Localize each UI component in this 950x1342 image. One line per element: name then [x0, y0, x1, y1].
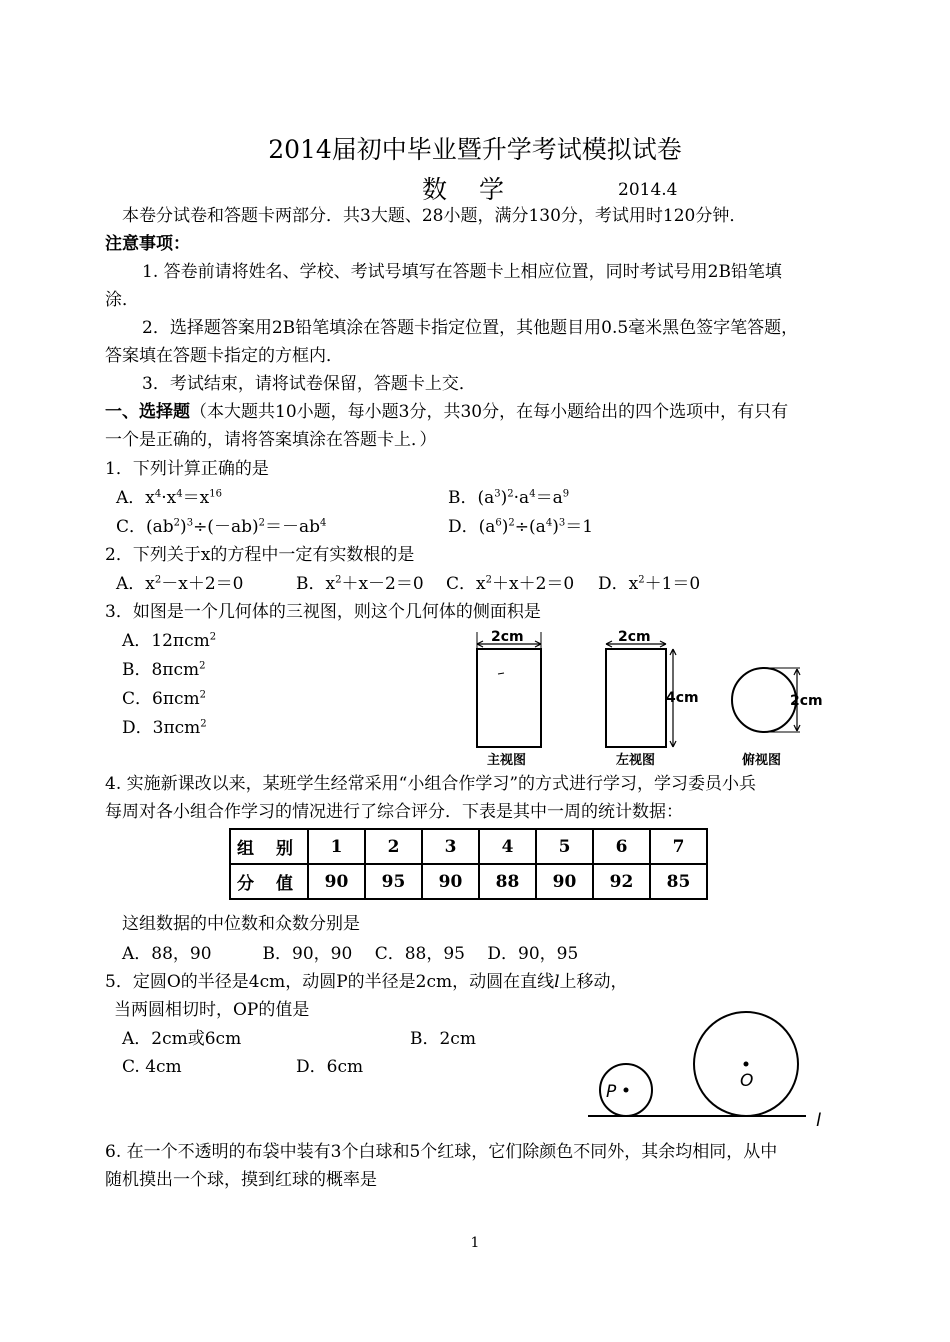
q5-option-d: D．6cm	[296, 1057, 364, 1077]
table-header-group: 组 别	[230, 829, 308, 864]
label-l: l	[816, 1110, 822, 1131]
notice-1-line-1: 1. 答卷前请将姓名、学校、考试号填写在答题卡上相应位置，同时考试号用2B铅笔填	[142, 262, 782, 282]
table-cell: 2	[365, 829, 422, 864]
exam-title: 2014届初中毕业暨升学考试模拟试卷	[268, 135, 682, 164]
top-diameter-label: 2cm	[790, 693, 823, 709]
notice-2-line-2: 答案填在答题卡指定的方框内．	[105, 346, 343, 366]
table-cell: 90	[422, 864, 479, 899]
circle-o-center	[744, 1062, 749, 1067]
q6-stem-line-2: 随机摸出一个球，摸到红球的概率是	[105, 1170, 377, 1190]
section-1-heading: 一、选择题	[105, 402, 190, 422]
q3-option-c: C．6πcm$^2$	[122, 689, 207, 709]
circles-figure	[580, 1010, 840, 1132]
q4-options: A．88，90 B．90，90 C．88，95 D．90，95	[122, 944, 579, 964]
exam-date: 2014.4	[618, 180, 678, 200]
q1-option-b: B．$(a^3)^2\cdot a^4=a^9$	[448, 488, 570, 508]
table-header-score: 分 值	[230, 864, 308, 899]
q3-option-d: D．3πcm$^2$	[122, 718, 207, 738]
notice-3: 3．考试结束，请将试卷保留，答题卡上交．	[142, 374, 476, 394]
table-cell: 4	[479, 829, 536, 864]
q5-option-b: B．2cm	[410, 1029, 476, 1049]
page-number: 1	[470, 1235, 480, 1251]
table-cell: 95	[365, 864, 422, 899]
circle-p-center	[624, 1088, 629, 1093]
q3-stem: 3．如图是一个几何体的三视图，则这个几何体的侧面积是	[105, 602, 541, 622]
table-cell: 3	[422, 829, 479, 864]
q1-stem: 1．下列计算正确的是	[105, 459, 269, 479]
q4-stem-line-2: 每周对各小组合作学习的情况进行了综合评分．下表是其中一周的统计数据：	[105, 802, 683, 822]
q6-stem-line-1: 6. 在一个不透明的布袋中装有3个白球和5个红球，它们除颜色不同外，其余均相同，从中	[105, 1142, 778, 1162]
table-cell: 88	[479, 864, 536, 899]
q4-stem-line-1: 4. 实施新课改以来，某班学生经常采用“小组合作学习”的方式进行学习，学习委员小兵	[105, 774, 757, 794]
table-cell: 92	[593, 864, 650, 899]
table-cell: 85	[650, 864, 707, 899]
q5-stem-line-1: 5．定圆O的半径是4cm，动圆P的半径是2cm，动圆在直线l上移动，	[105, 972, 628, 992]
q5-stem-line-2: 当两圆相切时，OP的值是	[114, 1000, 310, 1020]
q5-option-c: C. 4cm	[122, 1057, 182, 1077]
subject-title: 数 学	[422, 175, 516, 204]
notice-1-line-2: 涂．	[105, 290, 139, 310]
table-row-groups	[230, 829, 707, 864]
q2-option-c: C．$x^2+x+2=0$	[446, 574, 575, 594]
three-view-figure	[460, 622, 840, 772]
section-1-desc-line-2: 一个是正确的，请将答案填涂在答题卡上．）	[105, 430, 437, 450]
q5-option-a: A．2cm或6cm	[122, 1029, 242, 1049]
label-o: O	[740, 1071, 754, 1091]
q1-option-d: D．$(a^6)^2\div(a^4)^3=1$	[448, 517, 594, 537]
q1-option-c: C．$(ab^2)^3\div(-ab)^2=-ab^4$	[116, 517, 327, 537]
top-view-circle	[732, 668, 796, 732]
section-1-intro	[105, 400, 788, 424]
top-view-label: 俯视图	[742, 753, 782, 768]
front-width-label: 2cm	[491, 629, 524, 645]
table-row-scores	[230, 864, 707, 899]
side-view-rect	[606, 649, 666, 747]
q3-option-b: B．8πcm$^2$	[122, 660, 206, 680]
table-cell: 6	[593, 829, 650, 864]
score-table	[229, 828, 708, 900]
q2-stem: 2．下列关于x的方程中一定有实数根的是	[105, 545, 415, 565]
section-1-desc-line-1: （本大题共10小题，每小题3分，共30分，在每小题给出的四个选项中，有只有	[190, 402, 789, 422]
table-cell: 90	[536, 864, 593, 899]
q2-option-b: B．$x^2+x-2=0$	[296, 574, 424, 594]
notice-heading: 注意事项：	[105, 234, 190, 254]
front-view-rect	[477, 649, 541, 747]
intro-text: 本卷分试卷和答题卡两部分．共3大题、28小题，满分130分，考试用时120分钟．	[122, 206, 747, 226]
front-view-label: 主视图	[487, 753, 527, 768]
label-p: P	[606, 1082, 617, 1102]
table-cell: 1	[308, 829, 365, 864]
q4-question: 这组数据的中位数和众数分别是	[122, 914, 360, 934]
table-cell: 5	[536, 829, 593, 864]
q3-option-a: A．12πcm$^2$	[122, 631, 217, 651]
q2-option-d: D．$x^2+1=0$	[598, 574, 701, 594]
table-cell: 7	[650, 829, 707, 864]
notice-2-line-1: 2．选择题答案用2B铅笔填涂在答题卡指定位置，其他题目用0.5毫米黑色签字笔答题，	[142, 318, 799, 338]
side-view-label: 左视图	[616, 753, 656, 768]
side-height-label: 4cm	[666, 690, 699, 706]
q1-option-a: A．$x^4\cdot x^4=x^{16}$	[116, 488, 222, 508]
table-cell: 90	[308, 864, 365, 899]
q2-option-a: A．$x^2-x+2=0$	[116, 574, 244, 594]
side-width-label: 2cm	[618, 629, 651, 645]
